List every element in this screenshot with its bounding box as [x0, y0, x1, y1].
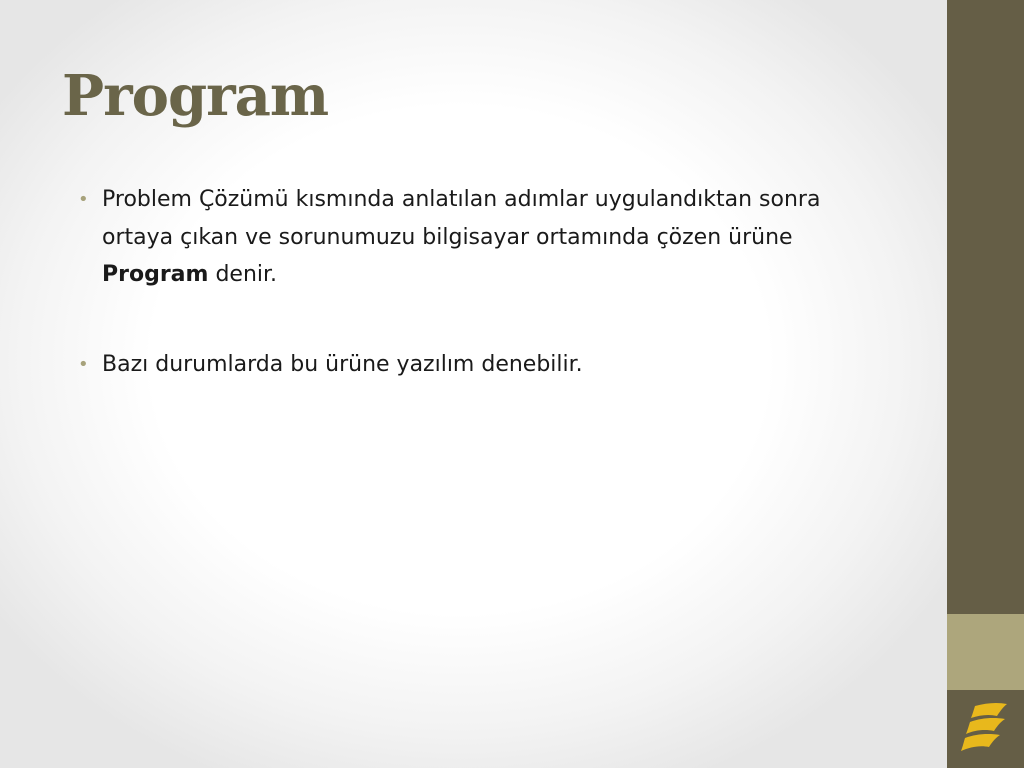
bullet-text: Bazı durumlarda bu ürüne yazılım denebilir.	[102, 351, 583, 377]
bullet-bold-term: Program	[102, 262, 209, 287]
side-bar-accent	[947, 614, 1024, 690]
bullet-text-end: denir.	[208, 262, 278, 287]
bullet-item	[78, 181, 878, 294]
bullet-dot-icon: •	[78, 353, 89, 375]
bullet-text: Problem Çözümü kısmında anlatılan adımlar uygulandıktan sonra ortaya çıkan ve sorunumuzu bilgisayar ortamında çözen ürüne	[102, 187, 821, 250]
bullet-list	[78, 181, 878, 383]
wave-logo-icon	[959, 700, 1013, 758]
slide-title: Program	[62, 63, 329, 129]
bullet-item	[78, 346, 878, 384]
bullet-dot-icon: •	[78, 189, 89, 210]
